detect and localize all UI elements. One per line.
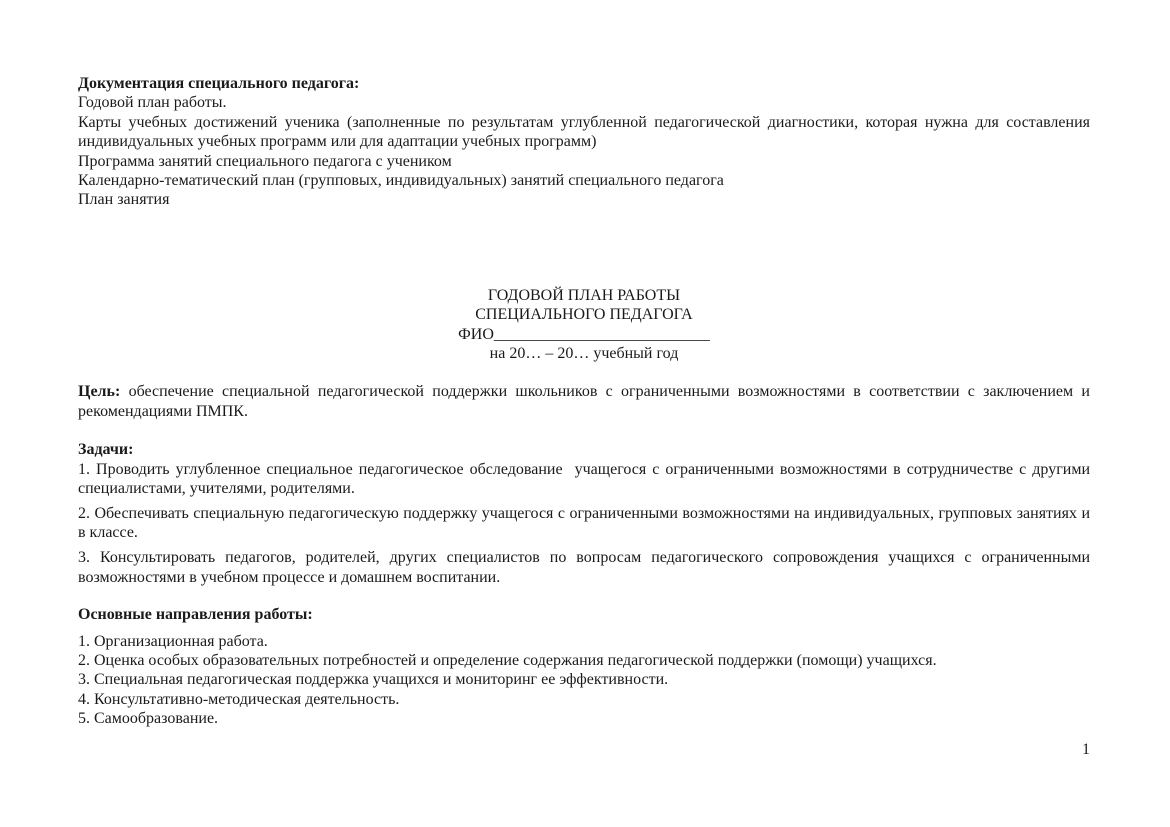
direction-item: 1. Организационная работа. — [78, 632, 268, 650]
school-year-line: на 20… – 20… учебный год — [489, 345, 679, 363]
doc-list-item: Календарно-тематический план (групповых, индивидуальных) занятий специального педагога — [78, 172, 724, 190]
direction-item: 5. Самообразование. — [78, 710, 219, 728]
task-item: 1. Проводить углубленное специальное педагогическое обследование учащегося с ограниченными возможностями в сотрудничестве с другими специалистами, учителями, родителями. — [78, 460, 1094, 498]
doc-list-item: Карты учебных достижений ученика (заполненные по результатам углубленной педагогической диагностики, которая нужна для составления индивидуальных учебных программ или для адаптации учебных программ) — [78, 113, 1094, 151]
directions-heading: Основные направления работы: — [78, 606, 313, 624]
title-line-1: ГОДОВОЙ ПЛАН РАБОТЫ — [487, 286, 681, 304]
goal-text: обеспечение специальной педагогической поддержки школьников с ограниченными возможностями в соответствии с заключением и рекомендациями ПМПК. — [78, 383, 1094, 420]
page-number: 1 — [1082, 740, 1090, 758]
fio-blank-line: ФИО___________________________ — [458, 325, 710, 343]
doc-list-item: Годовой план работы. — [78, 94, 227, 112]
tasks-heading: Задачи: — [78, 441, 134, 459]
task-item: 3. Консультировать педагогов, родителей, других специалистов по вопросам педагогического сопровождения учащихся с ограниченными возможностями в учебном процессе и домашнем воспитании. — [78, 549, 1094, 586]
task-item: 2. Обеспечивать специальную педагогическую поддержку учащегося с ограниченными возможностями на индивидуальных, групповых занятиях и в классе. — [78, 504, 1094, 541]
direction-item: 4. Консультативно-методическая деятельность. — [78, 690, 400, 708]
directions-list — [78, 632, 1090, 729]
goal-label: Цель: — [78, 383, 121, 401]
goal-paragraph — [78, 382, 1094, 421]
doc-list-item: План занятия — [78, 191, 170, 209]
direction-item: 2. Оценка особых образовательных потребностей и определение содержания педагогической поддержки (помощи) учащихся. — [78, 651, 937, 669]
title-block — [78, 286, 1090, 364]
doc-list-heading: Документация специального педагога: — [78, 75, 360, 92]
doc-list-item: Программа занятий специального педагога с учеником — [78, 152, 452, 170]
title-line-2: СПЕЦИАЛЬНОГО ПЕДАГОГА — [475, 306, 693, 324]
direction-item: 3. Специальная педагогическая поддержка учащихся и мониторинг ее эффективности. — [78, 671, 669, 689]
